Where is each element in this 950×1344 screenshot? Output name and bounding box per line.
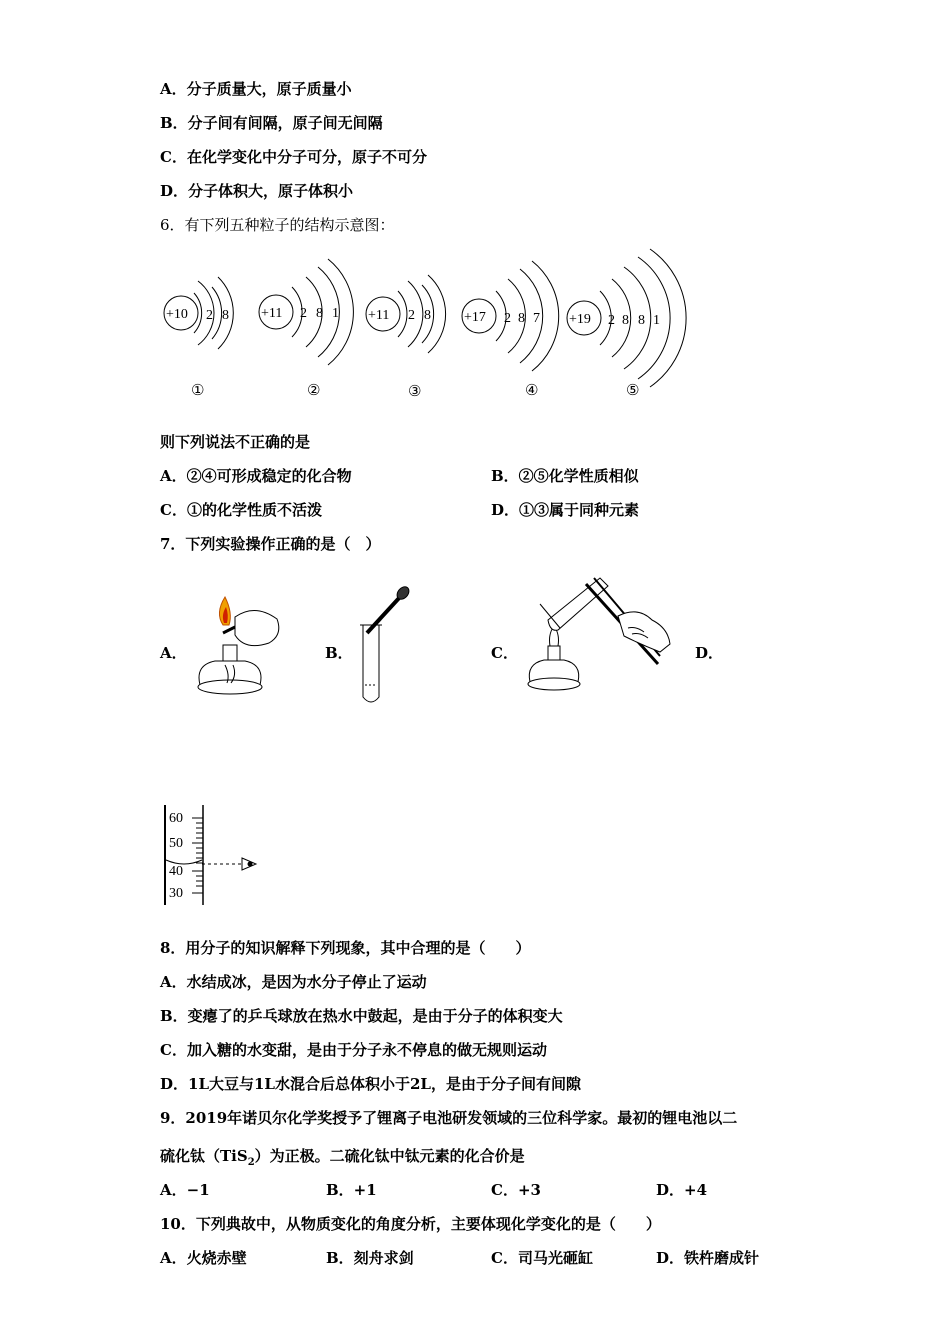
q9-stem-line2-pre: 硫化钛（TiS bbox=[160, 1147, 248, 1165]
particle-2-diagram bbox=[259, 259, 353, 399]
particle-1-diagram bbox=[164, 277, 233, 399]
particle-2-shell-2: 8 bbox=[316, 306, 323, 321]
q7-label-b: B． bbox=[325, 644, 353, 662]
cylinder-tick-50: 50 bbox=[169, 836, 183, 851]
particle-1-nucleus: +10 bbox=[166, 307, 188, 322]
particle-5-label: ⑤ bbox=[626, 381, 640, 399]
q9-stem-line1: 9．2019年诺贝尔化学奖授予了锂离子电池研发领域的三位科学家。最初的锂电池以二 bbox=[160, 1109, 738, 1127]
q6-option-a: A．②④可形成稳定的化合物 bbox=[160, 467, 352, 485]
q8-option-a: A．水结成冰，是因为水分子停止了运动 bbox=[160, 973, 427, 991]
graduated-cylinder-reading-image bbox=[150, 800, 270, 910]
atomic-structure-diagrams bbox=[150, 245, 680, 405]
q10-option-c: C．司马光砸缸 bbox=[491, 1249, 593, 1267]
particle-4-nucleus: +17 bbox=[464, 310, 486, 325]
particle-3-shell-2: 8 bbox=[424, 308, 431, 323]
cylinder-tick-40: 40 bbox=[169, 864, 183, 879]
q9-option-c: C．+3 bbox=[491, 1181, 541, 1199]
q10-option-a: A．火烧赤壁 bbox=[160, 1249, 247, 1267]
q9-subscript: 2 bbox=[247, 1157, 255, 1168]
q10-option-d: D．铁杵磨成针 bbox=[656, 1249, 760, 1267]
q6-option-c: C．①的化学性质不活泼 bbox=[160, 501, 322, 519]
q8-option-c: C．加入糖的水变甜，是由于分子永不停息的做无规则运动 bbox=[160, 1041, 547, 1059]
particle-4-shell-3: 7 bbox=[533, 311, 540, 326]
particle-1-shell-2: 8 bbox=[222, 308, 229, 323]
particle-4-diagram bbox=[462, 261, 559, 399]
q5-option-d: D．分子体积大，原子体积小 bbox=[160, 182, 354, 200]
q7-label-c: C． bbox=[491, 644, 518, 662]
particle-5-nucleus: +19 bbox=[569, 312, 591, 327]
q6-option-d: D．①③属于同种元素 bbox=[491, 501, 640, 519]
q9-option-b: B．+1 bbox=[326, 1181, 377, 1199]
particle-5-shell-3: 8 bbox=[638, 313, 645, 328]
particle-4-shell-1: 2 bbox=[504, 311, 511, 326]
particle-3-diagram bbox=[366, 275, 446, 400]
particle-4-label: ④ bbox=[525, 381, 539, 399]
particle-3-shell-1: 2 bbox=[408, 308, 415, 323]
heating-test-tube-image bbox=[520, 570, 690, 705]
q10-option-b: B．刻舟求剑 bbox=[326, 1249, 414, 1267]
q5-option-a: A．分子质量大，原子质量小 bbox=[160, 80, 352, 98]
q7-label-d: D． bbox=[695, 644, 724, 662]
particle-5-diagram bbox=[567, 249, 686, 399]
q5-option-b: B．分子间有间隔，原子间无间隔 bbox=[160, 114, 383, 132]
particle-2-shell-3: 1 bbox=[332, 306, 339, 321]
cylinder-tick-60: 60 bbox=[169, 811, 183, 826]
q8-stem: 8．用分子的知识解释下列现象，其中合理的是（ ） bbox=[160, 939, 531, 957]
particle-1-label: ① bbox=[191, 381, 205, 399]
particle-1-shell-1: 2 bbox=[206, 308, 213, 323]
q10-stem: 10．下列典故中，从物质变化的角度分析，主要体现化学变化的是（ ） bbox=[160, 1215, 661, 1233]
particle-5-shell-2: 8 bbox=[622, 313, 629, 328]
q7-label-a: A． bbox=[160, 644, 187, 662]
particle-5-shell-4: 1 bbox=[653, 313, 660, 328]
q7-stem: 7．下列实验操作正确的是（ ） bbox=[160, 535, 381, 553]
cylinder-tick-30: 30 bbox=[169, 886, 183, 901]
particle-4-shell-2: 8 bbox=[518, 311, 525, 326]
q6-stem: 6．有下列五种粒子的结构示意图： bbox=[160, 216, 395, 234]
particle-2-shell-1: 2 bbox=[300, 306, 307, 321]
particle-3-nucleus: +11 bbox=[368, 308, 390, 323]
q6-option-b: B．②⑤化学性质相似 bbox=[491, 467, 639, 485]
alcohol-lamp-lighting-image bbox=[185, 595, 290, 705]
q9-option-d: D．+4 bbox=[656, 1181, 708, 1199]
q9-option-a: A．−1 bbox=[160, 1181, 210, 1199]
q8-option-b: B．变瘪了的乒乓球放在热水中鼓起，是由于分子的体积变大 bbox=[160, 1007, 563, 1025]
q5-option-c: C．在化学变化中分子可分，原子不可分 bbox=[160, 148, 427, 166]
q8-option-d: D．1L大豆与1L水混合后总体积小于2L，是由于分子间有间隙 bbox=[160, 1075, 581, 1093]
q6-question: 则下列说法不正确的是 bbox=[160, 433, 311, 451]
particle-2-nucleus: +11 bbox=[261, 306, 283, 321]
q9-stem-line2-post: ）为正极。二硫化钛中钛元素的化合价是 bbox=[254, 1147, 525, 1165]
dropper-test-tube-image bbox=[355, 585, 420, 710]
particle-5-shell-1: 2 bbox=[608, 313, 615, 328]
q9-stem-line2 bbox=[160, 1145, 525, 1168]
particle-2-label: ② bbox=[307, 381, 321, 399]
particle-3-label: ③ bbox=[408, 382, 422, 400]
